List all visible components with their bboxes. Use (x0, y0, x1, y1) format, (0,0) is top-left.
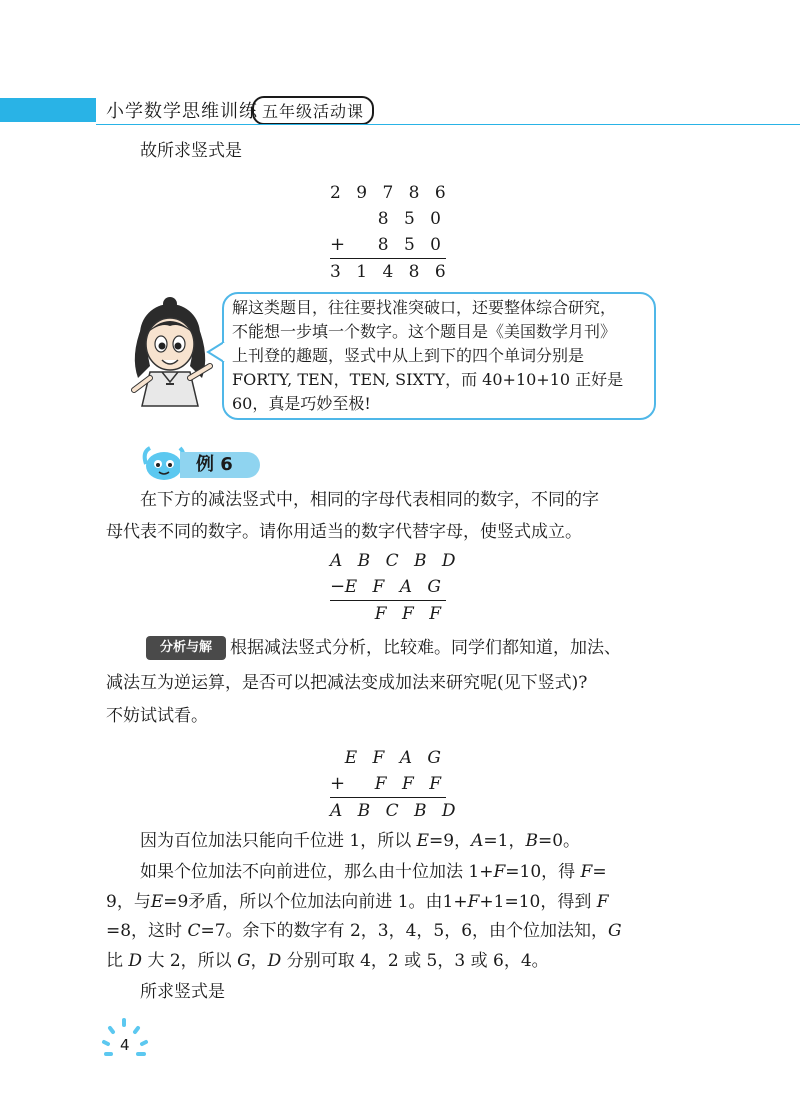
vertical-addition-1 (330, 180, 451, 285)
speech-bubble-tail (206, 340, 226, 364)
analysis-line: 不妨试试看。 (106, 706, 208, 726)
closing-text: 所求竖式是 (140, 982, 225, 1002)
analysis-tag: 分析与解 (146, 636, 226, 660)
bubble-line: 60，真是巧妙至极! (232, 394, 371, 413)
bubble-line: 不能想一步填一个数字。这个题目是《美国数学月刊》 (232, 322, 617, 341)
plus-operator: + (330, 234, 346, 255)
book-subtitle-badge: 五年级活动课 (252, 96, 374, 125)
var: E (416, 831, 430, 851)
solution-line-5 (106, 944, 549, 978)
text: =9矛盾，所以个位加法向前进 1。由1+ (163, 892, 468, 912)
text: =0。 (537, 831, 581, 851)
var: D (267, 951, 282, 971)
bubble-line: 上刊登的趣题，竖式中从上到下的四个单词分别是 (232, 346, 585, 365)
text: +1=10，得到 (479, 892, 597, 912)
example-label: 例 6 (196, 454, 233, 475)
var: A (471, 831, 484, 851)
solution-line-1 (140, 824, 580, 858)
addend-row: 8 5 0 (377, 235, 446, 255)
addend-row: E F A G (344, 748, 446, 768)
var: F (596, 892, 609, 912)
var: G (237, 951, 251, 971)
bubble-text (232, 296, 623, 416)
text: 大 2，所以 (142, 951, 238, 971)
var: C (187, 921, 201, 941)
var: D (128, 951, 143, 971)
text: 9，与 (106, 892, 151, 912)
minuend-row: A B C B D (330, 551, 461, 571)
text: 分别可取 4，2 或 5，3 或 6，4。 (281, 951, 549, 971)
var: G (608, 921, 622, 941)
bubble-line: FORTY, TEN，TEN, SIXTY，而 40+10+10 正好是 (232, 370, 624, 389)
problem-line: 在下方的减法竖式中，相同的字母代表相同的数字，不同的字 (140, 490, 599, 510)
text: =7。余下的数字有 2，3，4，5，6，由个位加法知， (200, 921, 609, 941)
problem-line: 母代表不同的数字。请你用适当的数字代替字母，使竖式成立。 (106, 522, 582, 542)
addend-row: 2 9 7 8 6 (330, 183, 451, 203)
text: =8，这时 (106, 921, 188, 941)
difference-row: F F F (374, 604, 446, 624)
var: B (525, 831, 538, 851)
var: F (467, 892, 480, 912)
var: F (493, 862, 506, 882)
analysis-line: 根据减法竖式分析，比较难。同学们都知道，加法、 (230, 638, 621, 658)
text: 比 (106, 951, 129, 971)
text: =1， (483, 831, 526, 851)
sum-row: A B C B D (330, 801, 461, 821)
vertical-subtraction (330, 548, 461, 627)
var: E (150, 892, 164, 912)
text: =9， (429, 831, 472, 851)
text: ， (250, 951, 268, 971)
header-accent-bar (0, 98, 96, 122)
subtrahend-row: E F A G (344, 577, 446, 597)
solution-line-2 (140, 855, 607, 889)
var: F (580, 862, 593, 882)
solution-line-4 (106, 914, 622, 948)
girl-mascot-illustration (120, 286, 220, 416)
plus-operator: + (330, 773, 346, 794)
addend-row: F F F (374, 774, 446, 794)
header-rule (96, 124, 800, 125)
analysis-line: 减法互为逆运算，是否可以把减法变成加法来研究呢(见下竖式)? (106, 673, 588, 693)
intro-text: 故所求竖式是 (140, 141, 242, 161)
addend-row: 8 5 0 (377, 209, 446, 229)
book-title: 小学数学思维训练 (106, 101, 258, 122)
text: 如果个位加法不向前进位，那么由十位加法 1+ (140, 862, 494, 882)
text: =10，得 (505, 862, 581, 882)
minus-operator: − (330, 576, 346, 597)
page-number: 4 (120, 1036, 130, 1054)
sum-row: 3 1 4 8 6 (330, 262, 451, 282)
text: 因为百位加法只能向千位进 1，所以 (140, 831, 417, 851)
vertical-addition-2 (330, 745, 461, 824)
text: = (592, 862, 607, 882)
bubble-line: 解这类题目，往往要找准突破口，还要整体综合研究， (232, 298, 617, 317)
